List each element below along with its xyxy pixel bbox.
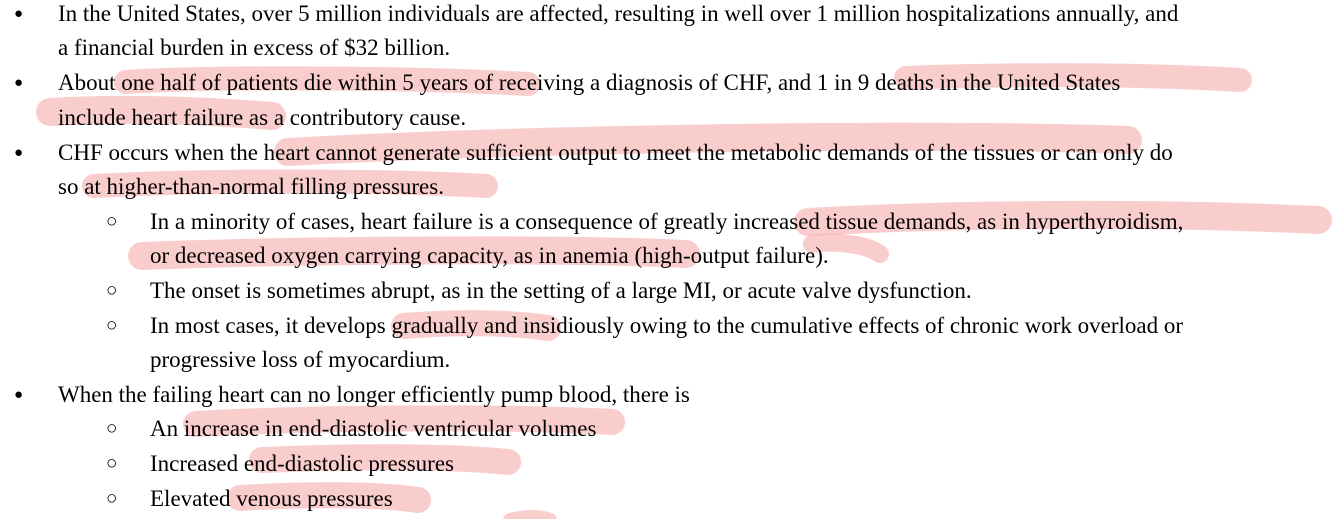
- bullet-level1: ●: [14, 145, 24, 161]
- text-line: Elevated venous pressures: [150, 486, 393, 511]
- text-line: Increased end-diastolic pressures: [150, 451, 454, 476]
- text-line: CHF occurs when the heart cannot generate sufficient output to meet the metabolic demands of the tissues or can only do: [58, 140, 1173, 165]
- text-line: About one half of patients die within 5 years of receiving a diagnosis of CHF, and 1 in 9 deaths in the United States: [58, 70, 1121, 95]
- text-line: In a minority of cases, heart failure is a consequence of greatly increased tissue demands, as in hyperthyroidism,: [150, 209, 1184, 234]
- text-line: An increase in end-diastolic ventricular volumes: [150, 416, 597, 441]
- bullet-level2: ○: [106, 280, 118, 301]
- text-line: so at higher-than-normal filling pressures.: [58, 174, 444, 199]
- text-line: a financial burden in excess of $32 billion.: [58, 35, 451, 60]
- text-line: progressive loss of myocardium.: [150, 347, 451, 372]
- bullet-level1: ●: [14, 75, 24, 91]
- text-line: When the failing heart can no longer efficiently pump blood, there is: [58, 382, 690, 407]
- bullet-level2: ○: [106, 211, 118, 232]
- bullet-level1: ●: [14, 6, 24, 22]
- bullet-level2: ○: [106, 453, 118, 474]
- text-line: or decreased oxygen carrying capacity, as in anemia (high-output failure).: [150, 243, 829, 268]
- text-line: include heart failure as a contributory cause.: [58, 105, 467, 130]
- bullet-level1: ●: [14, 387, 24, 403]
- text-line: In most cases, it develops gradually and insidiously owing to the cumulative effects of chronic work overload or: [150, 313, 1184, 338]
- bullet-level2: ○: [106, 418, 118, 439]
- text-line: In the United States, over 5 million individuals are affected, resulting in well over 1 million hospitalizations annually, and: [58, 1, 1179, 26]
- bullet-level2: ○: [106, 488, 118, 509]
- bullet-level2: ○: [106, 315, 118, 336]
- text-line: The onset is sometimes abrupt, as in the setting of a large MI, or acute valve dysfunction.: [150, 278, 972, 303]
